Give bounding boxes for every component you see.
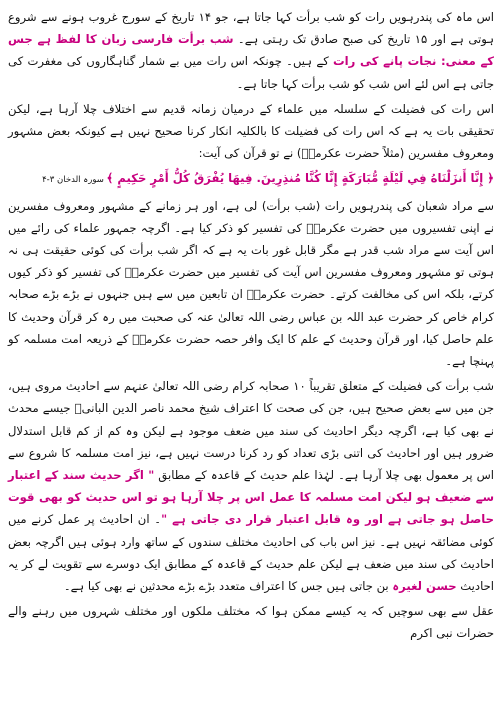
verse-reference: سورہ الدخان ۳-۴	[42, 175, 107, 186]
dispute-text: اس رات کی فضیلت کے سلسلہ میں علماء کے درمیان زمانہ قدیم سے اختلاف چلا آرہا ہے، لیکن تحقیقی بات یہ ہے کہ اس رات کی فضیلت کا بالکلیہ انکار کرنا صحیح نہیں ہے کیونکہ بعض مشہور ومعروف مفسرین (مثلاً حضرت عکرمہؒ) نے تو قرآن کی آیت:	[8, 101, 494, 161]
paragraph-hadith	[8, 375, 494, 597]
quran-verse: ﴿ إِنَّا أَنزَلْنَاهُ فِي لَيْلَةٍ مُّبَارَكَةٍ إِنَّا كُنَّا مُنذِرِينَ. فِيهَا يُفْرَقُ كُلُّ أَمْرٍ حَكِيمٍ ﴾	[106, 171, 494, 186]
paragraph-tafsir	[8, 195, 494, 373]
hasan-lighairihi-term: حسن لغیرہ	[392, 579, 457, 594]
quran-verse-line	[8, 167, 494, 191]
paragraph-reason	[8, 600, 494, 644]
paragraph-intro	[8, 6, 494, 95]
tafsir-text: سے مراد شعبان کی پندرہویں رات (شب برأت) لی ہے، اور ہر زمانے کے مشہور ومعروف مفسرین نے اپنی تفسیروں میں حضرت عکرمہؒ کی تفسیر کو ذکر کیا ہے۔ اگرچہ جمہور علماء کی رائے میں اس آیت سے مراد شب قدر ہے مگر قابل غور بات یہ ہے کہ اگر شب برأت کی کوئی حقیقت ہی نہ ہوتی تو مشہور ومعروف مفسرین اس آیت کی تفسیر میں حضرت عکرمہؒ کی تفسیر کو ذکر کیوں کرتے، بلکہ اس کی مخالفت کرتے۔ حضرت عکرمہؒ ان تابعین میں سے ہیں جنہوں نے بڑے بڑے صحابہ کرام خاص کر حضرت عبد اللہ بن عباس رضی اللہ تعالیٰ عنہ کی صحبت میں رہ کر قرآن وحدیث کا علم حاصل کیا، اور قرآن وحدیث کے علم کا ایک وافر حصہ حضرت عکرمہؒ کے ذریعہ امت مسلمہ کو پہنچا ہے۔	[8, 198, 494, 369]
paragraph-dispute	[8, 98, 494, 165]
intro-highlight-meaning: شب برأت فارسی زبان کا لفظ ہے جس کے معنی: نجات پانے کی رات	[8, 32, 495, 69]
intro-text-2: کے ہیں۔ چونکہ اس رات میں بے شمار گناہگاروں کی مغفرت کی جاتی ہے اس لئے اس شب کو شب برأت کہا جاتا ہے۔	[8, 54, 494, 91]
intro-text-1: اس ماہ کی پندرہویں رات کو شب برأت کہا جاتا ہے، جو ۱۴ تاریخ کے سورج غروب ہونے سے شروع ہوتی ہے اور ۱۵ تاریخ کی صبح صادق تک رہتی ہے۔	[8, 10, 495, 47]
hadith-text-3: بن جاتی ہیں جس کا اعتراف متعدد بڑے بڑے محدثین نے بھی کیا ہے۔	[63, 579, 393, 594]
hadith-text-2: ۔ ان احادیث پر عمل کرنے میں کوئی مضائقہ نہیں ہے۔ نیز اس باب کی احادیث مختلف سندوں کے ساتھ وارد ہوئی ہیں اگرچہ بعض احادیث کی سند میں ضعف ہے لیکن علم حدیث کے قاعدہ کے مطابق ایک دوسرے سے تقویت لے کر یہ احادیث	[8, 512, 494, 594]
hadith-text-1: شب برأت کی فضیلت کے متعلق تقریباً ۱۰ صحابہ کرام رضی اللہ تعالیٰ عنہم سے احادیث مروی ہیں، جن میں سے بعض صحیح ہیں، جن کی صحت کا اعتراف شیخ محمد ناصر الدین البانیؒ جیسے محدث نے بھی کیا ہے، اگرچہ دیگر احادیث کی سند میں ضعف موجود ہے لیکن وہ کم از کم قابل استدلال ضرور ہیں اور احادیث کی اتنی بڑی تعداد کو رد کرنا درست نہیں ہے، نیز امت مسلمہ کا شروع سے اس پر معمول بھی چلا آرہا ہے۔ لہٰذا علم حدیث کے قاعدہ کے مطابق	[8, 379, 495, 483]
hadith-rule-quote: " اگر حدیث سند کے اعتبار سے ضعیف ہو لیکن امت مسلمہ کا عمل اس پر چلا آرہا ہو تو اس حدیث کو بھی قوت حاصل ہو جاتی ہے اور وہ قابل اعتبار قرار دی جاتی ہے "	[8, 468, 494, 527]
reason-text: عقل سے بھی سوچیں کہ یہ کیسے ممکن ہوا کہ مختلف ملکوں اور مختلف شہروں میں رہنے والے حضرات نبی اکرم	[8, 604, 494, 641]
